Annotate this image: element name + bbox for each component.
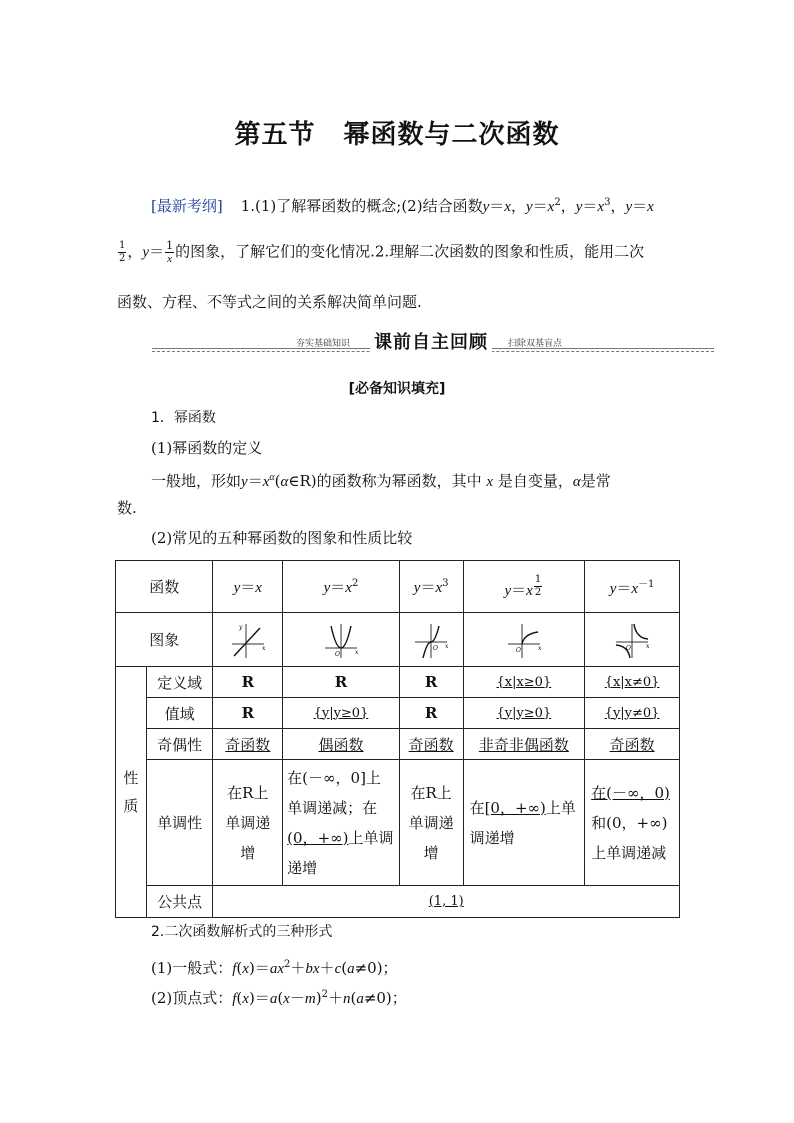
cell-fn-4: y＝x $^{\frac{1}{2}}$ — [463, 561, 585, 613]
svg-text:x: x — [646, 642, 650, 650]
svg-text:x: x — [354, 648, 359, 656]
power-heading: 1．幂函数 — [151, 410, 216, 426]
cell-properties-label: 性质 — [116, 667, 147, 918]
cell-parity-5: 奇函数 — [585, 729, 680, 760]
cell-mono-1: 在R上单调递增 — [213, 760, 283, 886]
cell-parity-3: 奇函数 — [399, 729, 463, 760]
cell-domain-4: {x|x≥0} — [463, 667, 585, 698]
compare-title: (2)常见的五种幂函数的图象和性质比较 — [151, 529, 413, 547]
section-banner: 夯实基础知识 课前自主回顾 扫除双基盲点 — [152, 326, 714, 356]
general-form: (1)一般式：$f(x)=ax^2+bx+c(a\ne 0)$； — [151, 959, 398, 977]
cell-graph-label: 图象 — [116, 613, 213, 667]
table-row-function — [116, 561, 680, 613]
cell-range-2: {y|y≥0} — [283, 698, 400, 729]
cell-range-5: {y|y≠0} — [585, 698, 680, 729]
table-row-parity — [116, 729, 680, 760]
table-row-graph — [116, 613, 680, 667]
cell-common-value: (1, 1) — [213, 886, 680, 918]
cell-fn-3: $y=x^3$ — [399, 561, 463, 613]
outline-line-3: 函数、方程、不等式之间的关系解决简单问题. — [117, 293, 422, 311]
svg-text:O: O — [334, 650, 340, 658]
cell-function-label: 函数 — [116, 561, 213, 613]
table-row-domain — [116, 667, 680, 698]
cell-domain-label: 定义域 — [146, 667, 213, 698]
graph-cube — [399, 613, 463, 667]
definition-text: 一般地，形如$y=x^\alpha(\alpha\in R)$的函数称为幂函数，其中 x 是自变量，α是常 — [151, 472, 611, 490]
definition-text-end: 数. — [117, 499, 137, 517]
table-row-common-point — [116, 886, 680, 918]
cell-parity-1: 奇函数 — [213, 729, 283, 760]
cell-mono-label: 单调性 — [146, 760, 213, 886]
cell-fn-1: y＝x — [213, 561, 283, 613]
graph-sqrt — [463, 613, 585, 667]
svg-text:O: O — [626, 644, 631, 652]
cell-mono-3: 在R上单调递增 — [399, 760, 463, 886]
cell-range-label: 值域 — [146, 698, 213, 729]
svg-text:y: y — [238, 623, 243, 631]
cell-domain-5: {x|x≠0} — [585, 667, 680, 698]
cell-range-3: R — [399, 698, 463, 729]
outline-line-2: $\frac{1}{2}$ ，y＝ $\frac{1}{x}$ 的图象，了解它们的变化情况.2.理解二次函数的图象和性质，能用二次 — [119, 239, 645, 265]
cell-domain-3: R — [399, 667, 463, 698]
cell-mono-4: 在[0，+∞)上单调递增 — [463, 760, 585, 886]
svg-text:x: x — [445, 642, 449, 650]
cell-parity-label: 奇偶性 — [146, 729, 213, 760]
svg-text:x: x — [261, 644, 266, 652]
svg-text:O: O — [433, 644, 439, 652]
definition-title: (1)幂函数的定义 — [151, 439, 263, 457]
table-row-range — [116, 698, 680, 729]
cell-domain-2: R — [283, 667, 400, 698]
svg-text:O: O — [515, 646, 521, 654]
cell-mono-5: 在(－∞，0) 和(0，+∞) 上单调递减 — [585, 760, 680, 886]
section-heading: [必备知识填充] — [348, 381, 446, 397]
vertex-form: (2)顶点式：$f(x)=a(x-m)^2+n(a\ne 0)$； — [151, 989, 407, 1007]
outline-tag: [最新考纲] — [151, 197, 223, 215]
graph-reciprocal — [585, 613, 680, 667]
quadratic-heading: 2.二次函数解析式的三种形式 — [151, 924, 333, 940]
cell-common-label: 公共点 — [146, 886, 213, 918]
svg-text:x: x — [537, 644, 542, 652]
table-row-monotonicity — [116, 760, 680, 886]
cell-mono-2: 在(－∞，0]上单调递减；在(0，+∞)上单调递增 — [283, 760, 400, 886]
cell-fn-5: $y=x^{-1}$ — [585, 561, 680, 613]
cell-domain-1: R — [213, 667, 283, 698]
graph-linear — [213, 613, 283, 667]
graph-square — [283, 613, 400, 667]
cell-range-4: {y|y≥0} — [463, 698, 585, 729]
cell-parity-4: 非奇非偶函数 — [463, 729, 585, 760]
power-function-table — [115, 560, 680, 918]
page-title: 第五节 幂函数与二次函数 — [234, 120, 560, 150]
cell-fn-2: $y=x^2$ — [283, 561, 400, 613]
cell-parity-2: 偶函数 — [283, 729, 400, 760]
outline-line-1: [最新考纲] 1.(1)了解幂函数的概念;(2)结合函数y＝x，$y=x^2$，$y=x^3$，y＝x — [151, 197, 654, 215]
cell-range-1: R — [213, 698, 283, 729]
